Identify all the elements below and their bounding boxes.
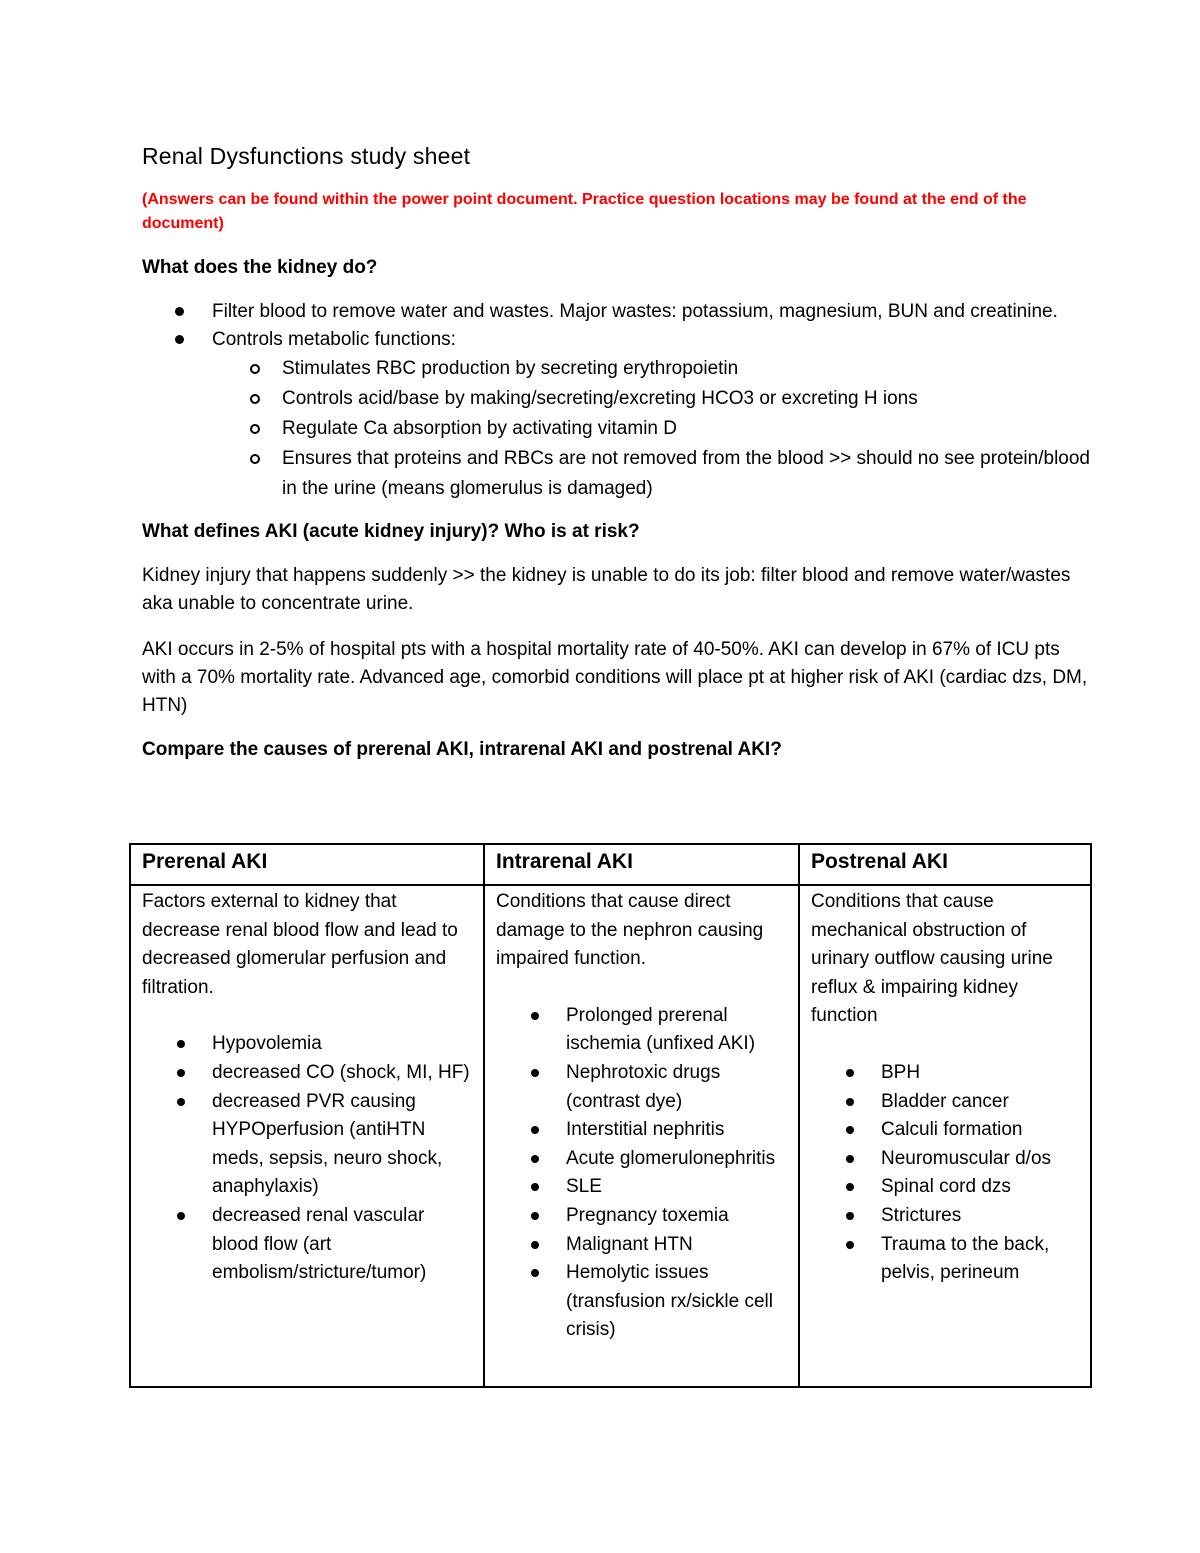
list-item (142, 298, 1092, 326)
bullet-dot-icon (177, 1069, 185, 1077)
bullet-circle-icon (250, 424, 260, 434)
bullet-dot-icon (177, 1212, 185, 1220)
bullet-dot-icon (846, 1069, 854, 1077)
list-item (142, 1202, 473, 1288)
section-heading-aki-causes: Compare the causes of prerenal AKI, intrarenal AKI and postrenal AKI? (142, 739, 782, 760)
bullet-dot-icon (846, 1241, 854, 1249)
bullet-dot-icon (531, 1269, 539, 1277)
bullet-circle-icon (250, 454, 260, 464)
postrenal-cell (799, 885, 1091, 1387)
bullet-circle-icon (250, 364, 260, 374)
postrenal-description: Conditions that cause mechanical obstruction of urinary outflow causing urine reflux & impairing kidney function (811, 891, 1053, 1027)
column-header-postrenal: Postrenal AKI (799, 844, 1091, 885)
list-item (496, 1059, 788, 1116)
bullet-dot-icon (531, 1212, 539, 1220)
prerenal-causes-list (142, 1030, 473, 1287)
document-page (142, 143, 1092, 780)
list-item-text: decreased PVR causing HYPOperfusion (antiHTN meds, sepsis, neuro shock, anaphylaxis) (212, 1090, 443, 1198)
list-item-text: Spinal cord dzs (881, 1176, 1011, 1198)
list-item (142, 1088, 473, 1202)
list-item (811, 1173, 1080, 1202)
bullet-dot-icon (846, 1212, 854, 1220)
bullet-dot-icon (846, 1155, 854, 1163)
postrenal-causes-list (811, 1059, 1080, 1288)
list-item-text: Pregnancy toxemia (566, 1204, 729, 1226)
list-item (811, 1088, 1080, 1117)
list-item-text: Interstitial nephritis (566, 1119, 725, 1141)
list-item (811, 1145, 1080, 1174)
list-item (811, 1231, 1080, 1288)
bullet-dot-icon (177, 1040, 185, 1048)
list-item (496, 1231, 788, 1260)
bullet-dot-icon (175, 335, 184, 344)
list-item-text: decreased renal vascular blood flow (art embolism/stricture/tumor) (212, 1204, 427, 1284)
table-row (130, 885, 1091, 1387)
intrarenal-description: Conditions that cause direct damage to the nephron causing impaired function. (496, 891, 764, 970)
list-item-text: decreased CO (shock, MI, HF) (212, 1061, 470, 1083)
list-item (496, 1145, 788, 1174)
aki-statistics-paragraph: AKI occurs in 2-5% of hospital pts with a hospital mortality rate of 40-50%. AKI can develop in 67% of ICU pts with a 70% mortality rate. Advanced age, comorbid conditions will place pt at higher risk of AKI (cardiac dzs, DM, HTN) (142, 639, 1088, 716)
list-item-text: Prolonged prerenal ischemia (unfixed AKI) (566, 1004, 756, 1055)
column-header-intrarenal: Intrarenal AKI (484, 844, 799, 885)
bullet-circle-icon (250, 394, 260, 404)
bullet-dot-icon (531, 1069, 539, 1077)
prerenal-cell (130, 885, 484, 1387)
sub-list-item-text: Stimulates RBC production by secreting erythropoietin (282, 358, 739, 379)
bullet-dot-icon (846, 1183, 854, 1191)
list-item (142, 1030, 473, 1059)
sub-list-item-text: Controls acid/base by making/secreting/excreting HCO3 or excreting H ions (282, 388, 918, 409)
bullet-dot-icon (177, 1098, 185, 1106)
list-item (496, 1116, 788, 1145)
bullet-dot-icon (531, 1012, 539, 1020)
section-heading-aki-definition: What defines AKI (acute kidney injury)? Who is at risk? (142, 521, 640, 542)
list-item-text: BPH (881, 1061, 921, 1083)
list-item (811, 1116, 1080, 1145)
prerenal-description: Factors external to kidney that decrease renal blood flow and lead to decreased glomerular perfusion and filtration. (142, 891, 458, 998)
sub-list-item (212, 384, 1092, 414)
list-item-text: Strictures (881, 1204, 962, 1226)
list-item-text: Hypovolemia (212, 1033, 322, 1055)
sub-list-item (212, 354, 1092, 384)
bullet-dot-icon (531, 1126, 539, 1134)
sub-list-item (212, 444, 1092, 504)
column-header-prerenal: Prerenal AKI (130, 844, 484, 885)
aki-definition-paragraph: Kidney injury that happens suddenly >> the kidney is unable to do its job: filter blood and remove water/wastes aka unable to concentrate urine. (142, 565, 1071, 614)
list-item-text: SLE (566, 1176, 602, 1198)
list-item-text: Filter blood to remove water and wastes. Major wastes: potassium, magnesium, BUN and creatinine. (212, 301, 1058, 322)
bullet-dot-icon (531, 1241, 539, 1249)
list-item-text: Acute glomerulonephritis (566, 1147, 776, 1169)
intrarenal-cell (484, 885, 799, 1387)
list-item (811, 1202, 1080, 1231)
list-item (496, 1173, 788, 1202)
bullet-dot-icon (846, 1126, 854, 1134)
answers-note: (Answers can be found within the power point document. Practice question locations may be found at the end of the document) (142, 191, 1027, 232)
table-header-row (130, 844, 1091, 885)
bullet-dot-icon (531, 1183, 539, 1191)
list-item (496, 1259, 788, 1345)
list-item (496, 1202, 788, 1231)
list-item (496, 1002, 788, 1059)
metabolic-functions-sublist (212, 354, 1092, 504)
list-item (142, 1059, 473, 1088)
bullet-dot-icon (846, 1098, 854, 1106)
section-heading-kidney-function: What does the kidney do? (142, 257, 378, 278)
list-item-text: Nephrotoxic drugs (contrast dye) (566, 1061, 721, 1112)
list-item-text: Hemolytic issues (transfusion rx/sickle cell crisis) (566, 1262, 773, 1341)
sub-list-item-text: Regulate Ca absorption by activating vitamin D (282, 418, 677, 439)
bullet-dot-icon (175, 307, 184, 316)
list-item-text: Trauma to the back, pelvis, perineum (881, 1233, 1050, 1284)
bullet-dot-icon (531, 1155, 539, 1163)
document-title: Renal Dysfunctions study sheet (142, 143, 471, 169)
intrarenal-causes-list (496, 1002, 788, 1345)
sub-list-item-text: Ensures that proteins and RBCs are not removed from the blood >> should no see protein/blood in the urine (means glomerulus is damaged) (282, 448, 1090, 499)
list-item (142, 326, 1092, 504)
aki-causes-table (129, 843, 1092, 1388)
list-item-text: Controls metabolic functions: (212, 329, 456, 350)
list-item-text: Bladder cancer (881, 1090, 1009, 1112)
kidney-function-list (142, 298, 1092, 504)
list-item-text: Malignant HTN (566, 1233, 693, 1255)
list-item (811, 1059, 1080, 1088)
sub-list-item (212, 414, 1092, 444)
list-item-text: Calculi formation (881, 1119, 1023, 1141)
list-item-text: Neuromuscular d/os (881, 1147, 1052, 1169)
